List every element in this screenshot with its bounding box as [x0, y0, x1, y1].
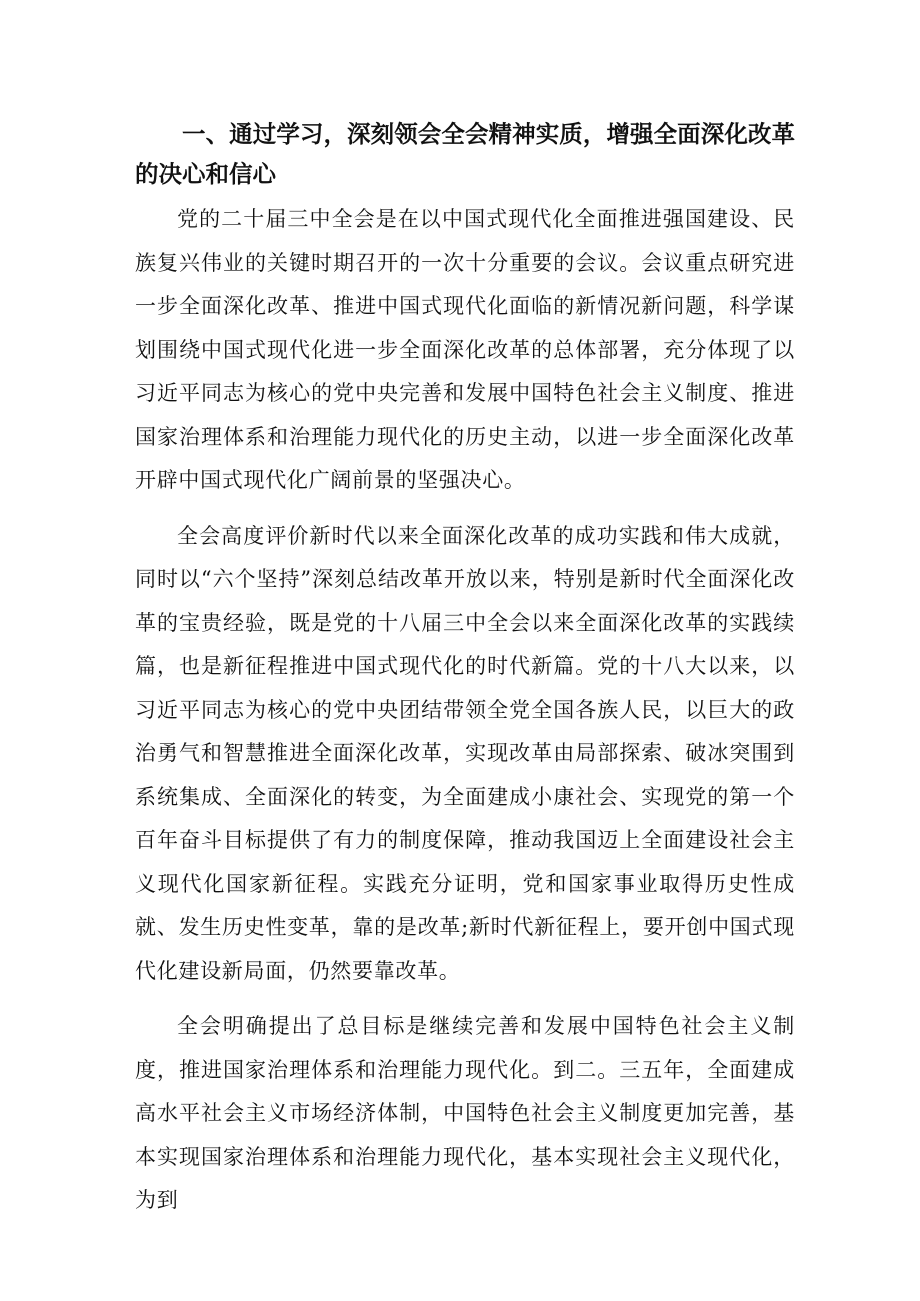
- section-heading: 一、通过学习，深刻领会全会精神实质，增强全面深化改革的决心和信心: [135, 120, 795, 188]
- document-body: [135, 114, 795, 1223]
- paragraph-3: 全会明确提出了总目标是继续完善和发展中国特色社会主义制度，推进国家治理体系和治理能力现代化。到二。三五年，全面建成高水平社会主义市场经济体制，中国特色社会主义制度更加完善，基本实现国家治理体系和治理能力现代化，基本实现社会主义现代化，为到: [135, 1014, 795, 1212]
- paragraph-1: 党的二十届三中全会是在以中国式现代化全面推进强国建设、民族复兴伟业的关键时期召开的一次十分重要的会议。会议重点研究进一步全面深化改革、推进中国式现代化面临的新情况新问题，科学谋划围绕中国式现代化进一步全面深化改革的总体部署，充分体现了以习近平同志为核心的党中央完善和发展中国特色社会主义制度、推进国家治理体系和治理能力现代化的历史主动，以进一步全面深化改革开辟中国式现代化广阔前景的坚强决心。: [135, 207, 795, 492]
- paragraph-2: 全会高度评价新时代以来全面深化改革的成功实践和伟大成就，同时以“六个坚持”深刻总结改革开放以来，特别是新时代全面深化改革的宝贵经验，既是党的十八届三中全会以来全面深化改革的实践续篇，也是新征程推进中国式现代化的时代新篇。党的十八大以来，以习近平同志为核心的党中央团结带领全党全国各族人民，以巨大的政治勇气和智慧推进全面深化改革，实现改革由局部探索、破冰突围到系统集成、全面深化的转变，为全面建成小康社会、实现党的第一个百年奋斗目标提供了有力的制度保障，推动我国迈上全面建设社会主义现代化国家新征程。实践充分证明，党和国家事业取得历史性成就、发生历史性变革，靠的是改革;新时代新征程上，要开创中国式现代化建设新局面，仍然要靠改革。: [135, 523, 795, 983]
